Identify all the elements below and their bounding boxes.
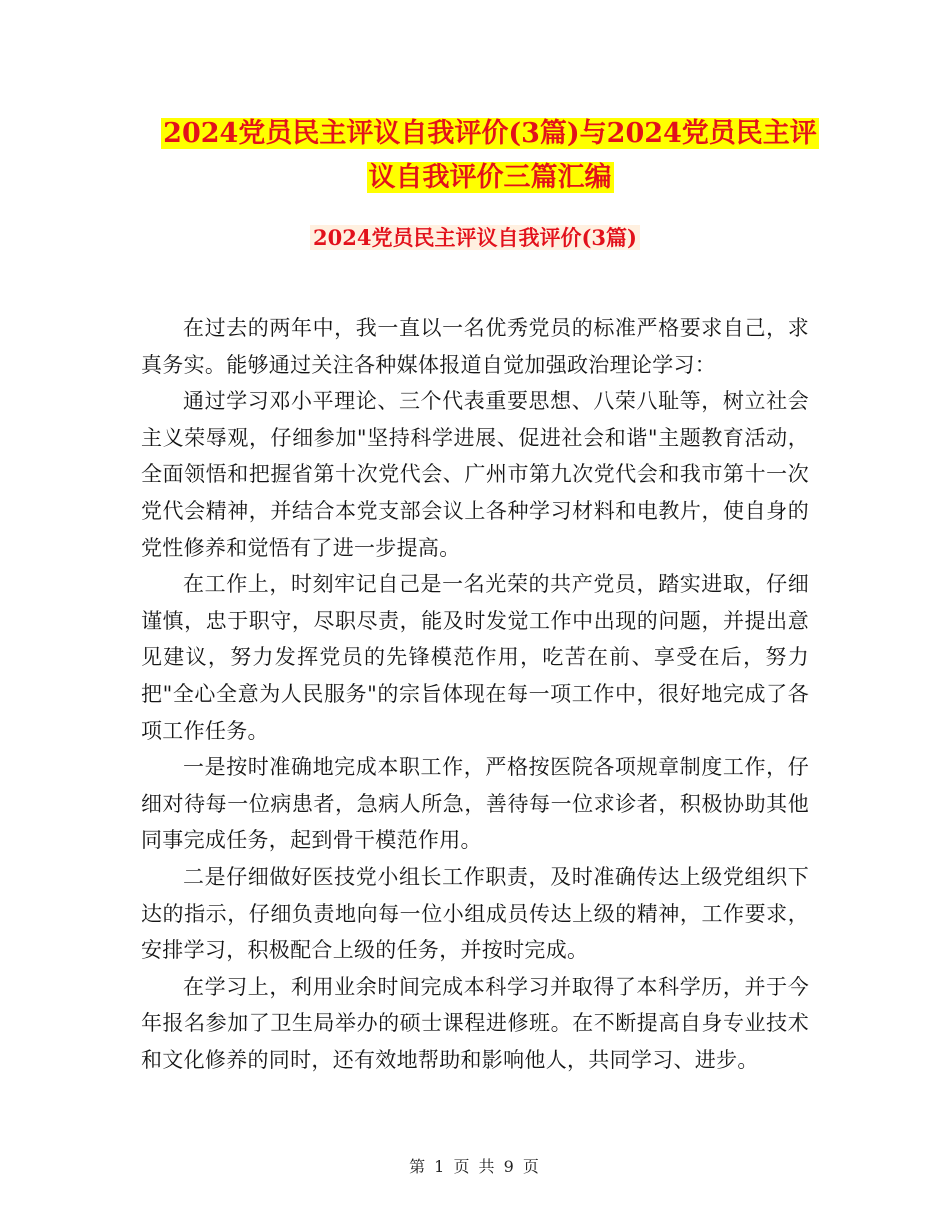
paragraph: 通过学习邓小平理论、三个代表重要思想、八荣八耻等，树立社会主义荣辱观，仔细参加"坚持科学进展、促进社会和谐"主题教育活动，全面领悟和把握省第十次党代会、广州市第九次党代会和我市第十一次党代会精神，并结合本党支部会议上各种学习材料和电教片，使自身的党性修养和觉悟有了进一步提高。: [141, 389, 809, 560]
page-number-footer: 第 1 页 共 9 页: [409, 1157, 541, 1176]
paragraph: 在工作上，时刻牢记自己是一名光荣的共产党员，踏实进取，仔细谨慎，忠于职守，尽职尽责，能及时发觉工作中出现的问题，并提出意见建议，努力发挥党员的先锋模范作用，吃苦在前、享受在后，努力把"全心全意为人民服务"的宗旨体现在每一项工作中，很好地完成了各项工作任务。: [141, 572, 809, 743]
document-title-line-2: 议自我评价三篇汇编: [368, 162, 612, 193]
paragraph: 在过去的两年中，我一直以一名优秀党员的标准严格要求自己，求真务实。能够通过关注各种媒体报道自觉加强政治理论学习：: [141, 316, 809, 377]
document-title-line-1: 2024党员民主评议自我评价(3篇)与2024党员民主评: [163, 118, 817, 149]
document-title: [140, 112, 840, 200]
section-title-text: 2024党员民主评议自我评价(3篇): [310, 225, 640, 250]
paragraph: 二是仔细做好医技党小组长工作职责，及时准确传达上级党组织下达的指示，仔细负责地向每一位小组成员传达上级的精神，工作要求，安排学习，积极配合上级的任务，并按时完成。: [141, 864, 809, 963]
document-body: [141, 310, 809, 1078]
section-title: [140, 222, 810, 254]
paragraph: 一是按时准确地完成本职工作，严格按医院各项规章制度工作，仔细对待每一位病患者，急病人所急，善待每一位求诊者，积极协助其他同事完成任务，起到骨干模范作用。: [141, 755, 809, 853]
paragraph: 在学习上，利用业余时间完成本科学习并取得了本科学历，并于今年报名参加了卫生局举办的硕士课程进修班。在不断提高自身专业技术和文化修养的同时，还有效地帮助和影响他人，共同学习、进步。: [141, 974, 809, 1072]
